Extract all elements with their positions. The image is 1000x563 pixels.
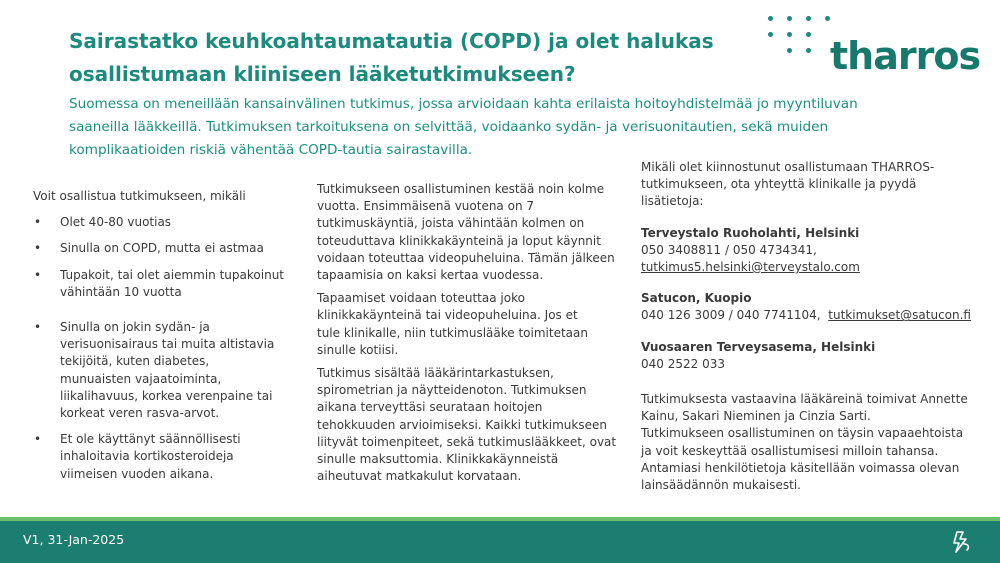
paragraph-line: ja voit keskeyttää osallistumisesi milloin tahansa. (641, 443, 939, 458)
logo-dot (806, 32, 811, 37)
paragraph-line: Kainu, Sakari Nieminen ja Cinzia Sarti. (641, 409, 871, 424)
clinic-name: Terveystalo Ruoholahti, Helsinki (641, 225, 860, 240)
version-label: V1, 31-Jan-2025 (23, 532, 125, 547)
logo-dot (787, 32, 792, 37)
clinic-email-link[interactable]: tutkimukset@satucon.fi (828, 308, 971, 323)
list-item (33, 267, 288, 301)
title-line: osallistumaan kliiniseen lääketutkimukseen? (69, 62, 576, 86)
list-item-line: inhaloitavia kortikosteroideja (60, 449, 234, 464)
paragraph-line: aikana terveyttäsi seurataan hoitojen (317, 400, 543, 415)
paragraph-line: Tapaamiset voidaan toteuttaa joko (317, 291, 525, 306)
clinic-entry (641, 225, 981, 277)
paragraph-line: Mikäli olet kiinnostunut osallistumaan THARROS- (641, 160, 935, 174)
list-item (33, 319, 288, 422)
paragraph-line: tule klinikalle, niin tutkimuslääke toimitetaan (317, 325, 588, 340)
page-title (69, 25, 729, 91)
clinic-entry (641, 339, 981, 373)
paragraph-line: spirometrian ja näytteidenoton. Tutkimuksen (317, 383, 587, 398)
list-item-line: liikalihavuus, korkea verenpaine tai (60, 388, 273, 403)
paragraph-line: lisätietoja: (641, 194, 704, 209)
tharros-logo (760, 10, 990, 80)
logo-dot (787, 48, 792, 53)
clinic-entry (641, 290, 981, 324)
list-item-line: • Sinulla on COPD, mutta ei astmaa (60, 241, 264, 256)
paragraph-line: liityvät toimenpiteet, sekä tutkimuslääkkeet, ovat (317, 434, 617, 449)
study-info-section (317, 181, 617, 491)
paragraph-line: vuotta. Ensimmäisenä vuotena on 7 (317, 199, 534, 214)
study-paragraph (317, 181, 617, 284)
paragraph-line: aiheutuvat matkakulut korvataan. (317, 469, 522, 484)
list-item-line: tekijöitä, kuten diabetes, (60, 354, 210, 369)
clinic-phone: 040 126 3009 / 040 7741104, (641, 308, 821, 323)
list-item-line: • Et ole käyttänyt säännöllisesti (60, 432, 241, 447)
clinic-name: Vuosaaren Terveysasema, Helsinki (641, 339, 876, 354)
brand-mark-icon (948, 529, 974, 555)
paragraph-line: klinikkakäynteinä tai videopuheluina. Jos et (317, 308, 578, 323)
intro-line: Suomessa on meneillään kansainvälinen tutkimus, jossa arvioidaan kahta erilaista hoitoyhdistelmää jo myyntiluvan (69, 96, 858, 112)
paragraph-line: Tutkimukseen osallistuminen kestää noin kolme (317, 182, 605, 196)
study-paragraph (317, 365, 617, 485)
study-paragraph (317, 290, 617, 359)
logo-dot (825, 16, 830, 21)
paragraph-line: lainsäädännön mukaisesti. (641, 478, 801, 493)
list-item-line: korkeat veren rasva-arvot. (60, 406, 220, 421)
list-item (33, 240, 288, 257)
intro-line: komplikaatioiden riskiä vähentää COPD-tautia sairastavilla. (69, 142, 473, 158)
title-line: Sairastatko keuhkoahtaumatautia (COPD) ja olet halukas (69, 29, 714, 53)
clinic-phone: 050 3408811 / 050 4734341, (641, 242, 817, 257)
logo-wordmark: tharros (830, 34, 981, 78)
list-item-line: • Olet 40-80 vuotias (60, 215, 172, 230)
logo-dot (806, 16, 811, 21)
paragraph-line: Tutkimuksesta vastaavina lääkäreinä toimivat Annette (641, 392, 968, 407)
intro-text (69, 93, 869, 162)
contact-intro (641, 159, 981, 211)
list-item-line: • Sinulla on jokin sydän- ja (60, 320, 210, 335)
paragraph-line: voidaan toteuttaa videopuheluina. Tämän jälkeen (317, 250, 615, 265)
logo-dot (768, 16, 773, 21)
list-item-line: viimeisen vuoden aikana. (60, 466, 214, 481)
paragraph-line: tapaamisia on kaksi kertaa vuodessa. (317, 268, 544, 283)
closing-text (641, 391, 981, 494)
footer-bar (0, 521, 1000, 563)
paragraph-line: tutkimukseen, ota yhteyttä klinikalle ja pyydä (641, 177, 917, 192)
clinic-phone: 040 2522 033 (641, 356, 725, 371)
list-item (33, 431, 288, 483)
paragraph-line: Tutkimus sisältää lääkärintarkastuksen, (317, 366, 554, 381)
list-item-line: verisuonisairaus tai muita altistavia (60, 337, 275, 352)
paragraph-line: tutkimuskäyntiä, joista vähintään kolmen on (317, 216, 585, 231)
contact-section (641, 159, 981, 494)
clinic-email-link[interactable]: tutkimus5.helsinki@terveystalo.com (641, 260, 860, 275)
logo-dot (806, 48, 811, 53)
intro-line: saaneilla lääkkeillä. Tutkimuksen tarkoituksena on selvittää, voidaanko sydän- ja verisuonitautien, sekä muiden (69, 119, 829, 135)
list-item (33, 214, 288, 231)
paragraph-line: tehokkuuden arvioimiseksi. Kaikki tutkimukseen (317, 417, 607, 432)
list-item-line: munuaisten vajaatoiminta, (60, 371, 222, 386)
logo-dot (768, 32, 773, 37)
eligibility-lead: Voit osallistua tutkimukseen, mikäli (33, 189, 246, 203)
paragraph-line: Tutkimukseen osallistuminen on täysin vapaaehtoista (641, 426, 964, 441)
logo-dot (787, 16, 792, 21)
eligibility-list (33, 214, 288, 483)
paragraph-line: toteuduttava klinikkakäynteinä ja loput käynnit (317, 233, 601, 248)
eligibility-section (33, 188, 288, 492)
paragraph-line: sinulle maksuttomia. Klinikkakäynneistä (317, 452, 559, 467)
clinic-name: Satucon, Kuopio (641, 291, 752, 306)
paragraph-line: Antamiasi henkilötietoja käsitellään voimassa olevan (641, 460, 960, 475)
list-item-line: • Tupakoit, tai olet aiemmin tupakoinut (60, 267, 284, 282)
list-item-line: vähintään 10 vuotta (60, 284, 182, 299)
paragraph-line: sinulle kotiisi. (317, 342, 399, 357)
